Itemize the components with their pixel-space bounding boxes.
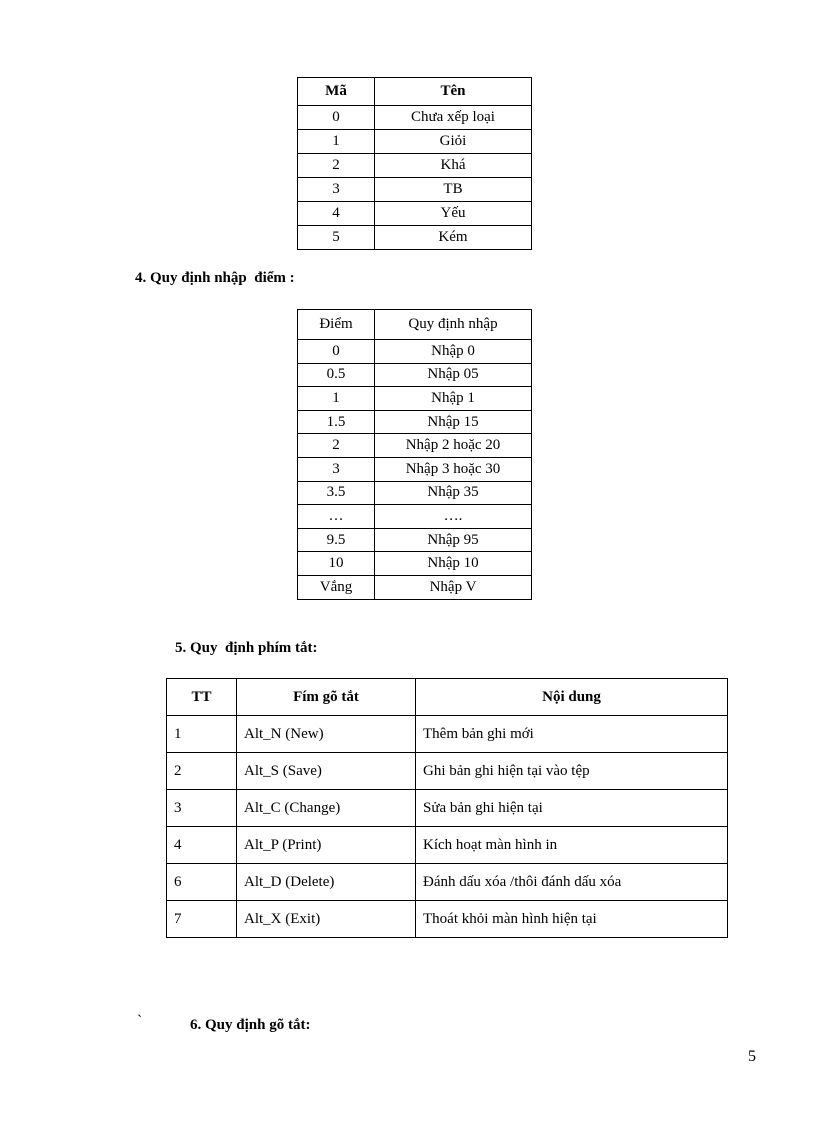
shortcut-key: Alt_P (Print): [237, 827, 416, 864]
rating-name: TB: [375, 178, 532, 202]
table-row: [298, 481, 532, 505]
shortcut-key: Alt_S (Save): [237, 753, 416, 790]
table-row: [167, 827, 728, 864]
rating-code: 1: [298, 130, 375, 154]
rating-header-name: Tên: [375, 78, 532, 106]
stray-backtick: `: [137, 1013, 142, 1029]
shortcut-index: 7: [167, 901, 237, 938]
table-row: [167, 864, 728, 901]
table-row: [298, 154, 532, 178]
rating-table: [297, 77, 532, 250]
score-rule: Nhập V: [375, 575, 532, 599]
shortcut-index: 6: [167, 864, 237, 901]
score-value: 2: [298, 434, 375, 458]
shortcut-header-key: Fím gõ tắt: [237, 679, 416, 716]
table-row: [298, 226, 532, 250]
score-rule: ….: [375, 505, 532, 529]
score-value: 1.5: [298, 410, 375, 434]
score-value: 0: [298, 340, 375, 364]
table-row: [298, 457, 532, 481]
shortcut-key: Alt_X (Exit): [237, 901, 416, 938]
rating-name: Giỏi: [375, 130, 532, 154]
table-row: [298, 130, 532, 154]
shortcut-index: 3: [167, 790, 237, 827]
shortcut-description: Ghi bản ghi hiện tại vào tệp: [416, 753, 728, 790]
score-header-score: Điểm: [298, 310, 375, 340]
score-rule: Nhập 15: [375, 410, 532, 434]
score-rule: Nhập 10: [375, 552, 532, 576]
score-value: 10: [298, 552, 375, 576]
table-row: [298, 363, 532, 387]
table-row: [298, 410, 532, 434]
table-row: [298, 202, 532, 226]
shortcut-index: 1: [167, 716, 237, 753]
score-header-rule: Quy định nhập: [375, 310, 532, 340]
score-rule: Nhập 2 hoặc 20: [375, 434, 532, 458]
table-row: [167, 901, 728, 938]
table-row: [298, 178, 532, 202]
rating-code: 4: [298, 202, 375, 226]
rating-code: 5: [298, 226, 375, 250]
rating-code: 0: [298, 106, 375, 130]
table-row: [298, 434, 532, 458]
score-value: …: [298, 505, 375, 529]
table-row: [298, 387, 532, 411]
score-rule: Nhập 05: [375, 363, 532, 387]
score-value: 9.5: [298, 528, 375, 552]
shortcut-header-content: Nội dung: [416, 679, 728, 716]
table-row: [167, 716, 728, 753]
shortcut-table: [166, 678, 728, 938]
score-value: Vắng: [298, 575, 375, 599]
shortcut-index: 4: [167, 827, 237, 864]
rating-code: 3: [298, 178, 375, 202]
shortcut-key: Alt_N (New): [237, 716, 416, 753]
shortcut-description: Đánh dấu xóa /thôi đánh dấu xóa: [416, 864, 728, 901]
page-number: 5: [748, 1048, 756, 1065]
score-value: 3: [298, 457, 375, 481]
rating-name: Khá: [375, 154, 532, 178]
score-rule: Nhập 0: [375, 340, 532, 364]
table-row: [298, 528, 532, 552]
shortcut-description: Thoát khỏi màn hình hiện tại: [416, 901, 728, 938]
score-value: 0.5: [298, 363, 375, 387]
section-heading-5: 5. Quy định phím tắt:: [175, 640, 318, 656]
table-row: [298, 575, 532, 599]
score-rule: Nhập 35: [375, 481, 532, 505]
shortcut-description: Thêm bản ghi mới: [416, 716, 728, 753]
score-entry-table: [297, 309, 532, 600]
rating-name: Yếu: [375, 202, 532, 226]
table-row: [167, 753, 728, 790]
shortcut-header-index: TT: [167, 679, 237, 716]
score-value: 3.5: [298, 481, 375, 505]
section-heading-4: 4. Quy định nhập điểm :: [135, 270, 295, 286]
score-rule: Nhập 3 hoặc 30: [375, 457, 532, 481]
rating-name: Kém: [375, 226, 532, 250]
table-row: [298, 505, 532, 529]
shortcut-description: Sửa bản ghi hiện tại: [416, 790, 728, 827]
score-value: 1: [298, 387, 375, 411]
table-row: [298, 106, 532, 130]
rating-code: 2: [298, 154, 375, 178]
table-row: [167, 790, 728, 827]
shortcut-key: Alt_C (Change): [237, 790, 416, 827]
section-heading-6: 6. Quy định gõ tắt:: [190, 1017, 311, 1033]
rating-name: Chưa xếp loại: [375, 106, 532, 130]
table-row: [298, 552, 532, 576]
score-rule: Nhập 1: [375, 387, 532, 411]
score-rule: Nhập 95: [375, 528, 532, 552]
rating-header-code: Mã: [298, 78, 375, 106]
shortcut-description: Kích hoạt màn hình in: [416, 827, 728, 864]
shortcut-index: 2: [167, 753, 237, 790]
shortcut-key: Alt_D (Delete): [237, 864, 416, 901]
table-row: [298, 340, 532, 364]
